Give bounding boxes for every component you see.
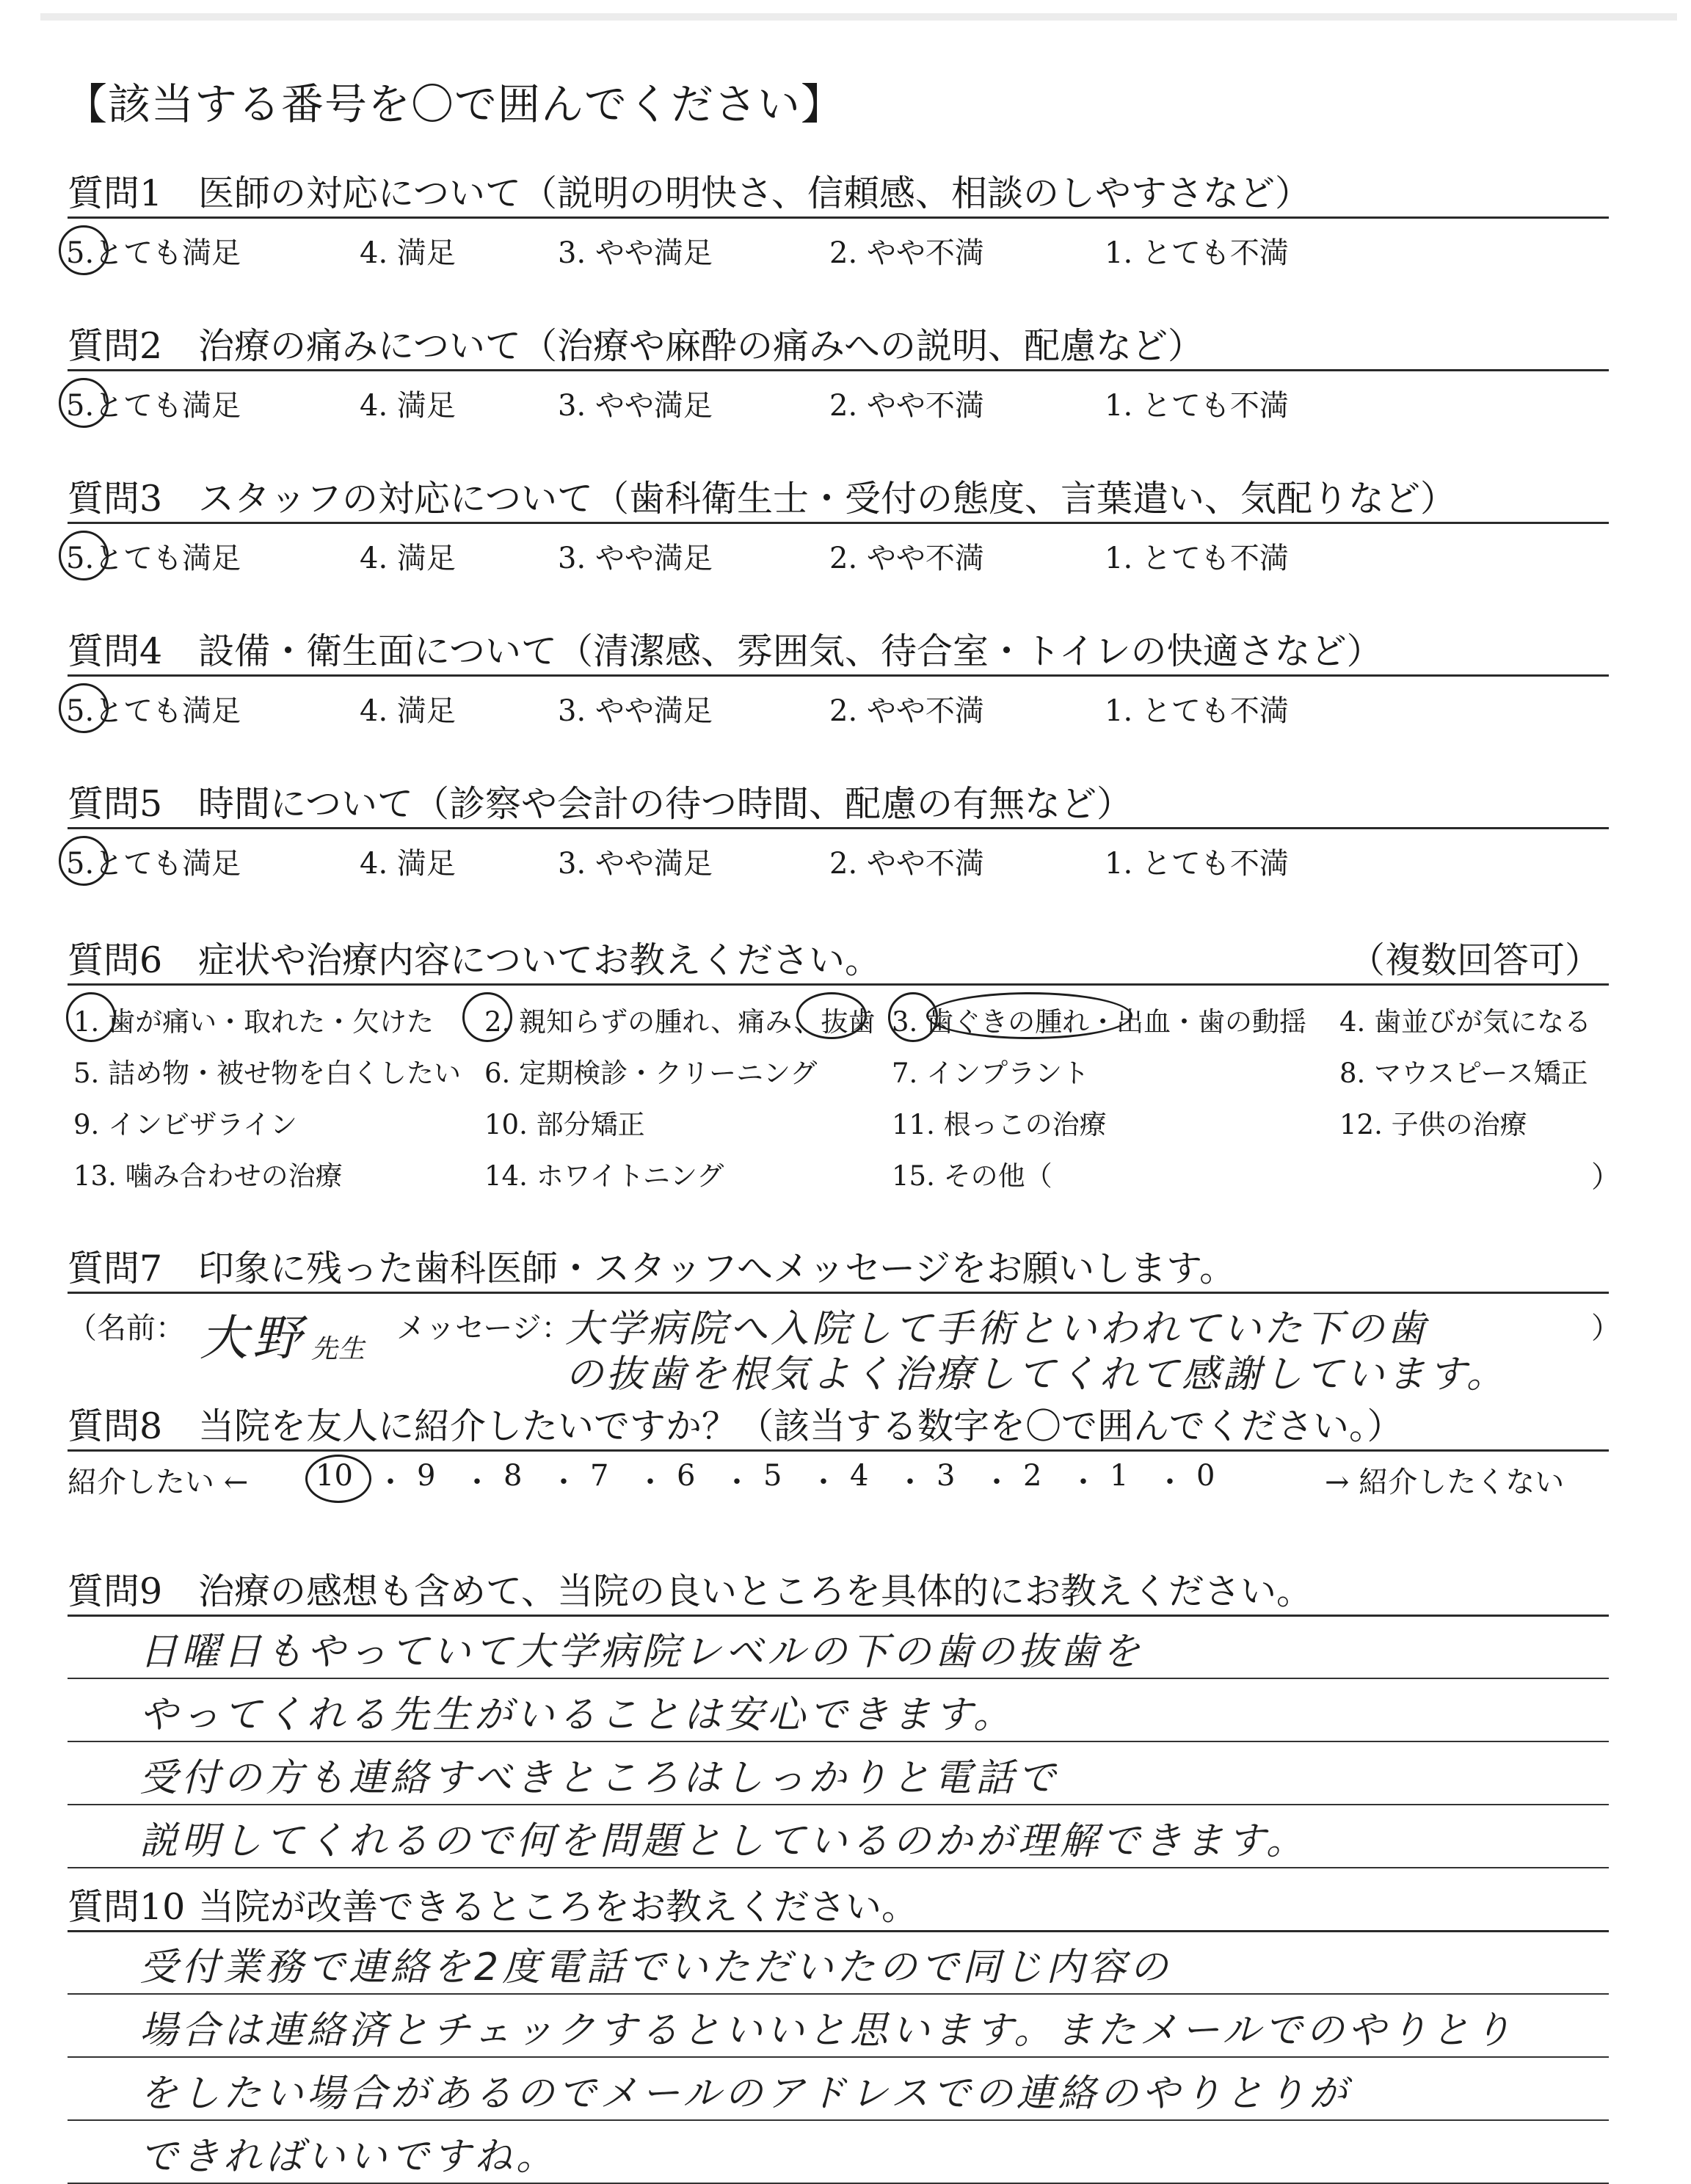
q6-option-14[interactable]: 14. ホワイトニング bbox=[484, 1160, 724, 1192]
q2-label: 質問2 bbox=[68, 325, 163, 367]
q6-note: （複数回答可） bbox=[1349, 939, 1601, 981]
q2-option-4[interactable]: 4. 満足 bbox=[360, 389, 456, 423]
q9-answer-line-4: 説明してくれるので何を問題としているのかが理解できます。 bbox=[139, 1819, 1308, 1863]
q5-option-4[interactable]: 4. 満足 bbox=[360, 847, 456, 881]
q5-option-2[interactable]: 2. やや不満 bbox=[829, 847, 984, 881]
q10-rule-0 bbox=[68, 1930, 1609, 1932]
q1-option-3[interactable]: 3. やや満足 bbox=[558, 236, 713, 270]
q6-answer-circle-gum bbox=[926, 992, 1132, 1039]
q6-answer-circle-2 bbox=[462, 992, 512, 1042]
q8-answer-circle bbox=[305, 1455, 371, 1503]
q8-score-7[interactable]: 7 bbox=[590, 1459, 609, 1493]
page-header: 【該当する番号を〇で囲んでください】 bbox=[65, 79, 845, 129]
q1-option-2[interactable]: 2. やや不満 bbox=[829, 236, 984, 270]
q8-score-10[interactable]: 10 bbox=[316, 1459, 353, 1493]
q2-rule bbox=[68, 369, 1609, 371]
q9-answer-line-3: 受付の方も連絡すべきところはしっかりと電話で bbox=[139, 1756, 1059, 1800]
q8-rule bbox=[68, 1449, 1609, 1452]
q8-separator: ・ bbox=[462, 1466, 492, 1499]
q3-label: 質問3 bbox=[68, 478, 163, 520]
q8-separator: ・ bbox=[636, 1466, 665, 1499]
q8-separator: ・ bbox=[722, 1466, 752, 1499]
scan-top-border bbox=[40, 13, 1677, 21]
q6-option-8[interactable]: 8. マウスピース矯正 bbox=[1339, 1058, 1588, 1089]
q7-name-suffix: 先生 bbox=[311, 1334, 366, 1364]
q4-option-5[interactable]: 5.とても満足 bbox=[66, 694, 241, 728]
q9-text: 治療の感想も含めて、当院の良いところを具体的にお教えください。 bbox=[198, 1570, 1313, 1612]
q10-label: 質問10 bbox=[68, 1886, 186, 1928]
q8-score-0[interactable]: 0 bbox=[1196, 1459, 1215, 1493]
q8-score-2[interactable]: 2 bbox=[1023, 1459, 1042, 1493]
q4-answer-circle bbox=[59, 683, 109, 733]
q9-rule-1 bbox=[68, 1678, 1609, 1679]
q5-option-3[interactable]: 3. やや満足 bbox=[558, 847, 713, 881]
q5-option-1[interactable]: 1. とても不満 bbox=[1105, 847, 1289, 881]
q6-rule bbox=[68, 983, 1609, 986]
q1-option-1[interactable]: 1. とても不満 bbox=[1105, 236, 1289, 270]
q2-option-3[interactable]: 3. やや満足 bbox=[558, 389, 713, 423]
q7-name-label: （名前： bbox=[68, 1311, 185, 1345]
q2-option-5[interactable]: 5.とても満足 bbox=[66, 389, 241, 423]
q8-score-3[interactable]: 3 bbox=[937, 1459, 956, 1493]
q8-score-9[interactable]: 9 bbox=[417, 1459, 436, 1493]
q4-option-2[interactable]: 2. やや不満 bbox=[829, 694, 984, 728]
q6-option-1[interactable]: 1. 歯が痛い・取れた・欠けた bbox=[73, 1006, 434, 1038]
q7-message-line-2: の抜歯を根気よく治療してくれて感謝しています。 bbox=[565, 1353, 1508, 1397]
q6-option-13[interactable]: 13. 噛み合わせの治療 bbox=[73, 1160, 343, 1192]
q6-option-11[interactable]: 11. 根っこの治療 bbox=[892, 1109, 1107, 1140]
q2-answer-circle bbox=[59, 378, 109, 428]
q6-answer-circle-1 bbox=[66, 992, 116, 1042]
q6-option-6[interactable]: 6. 定期検診・クリーニング bbox=[484, 1058, 818, 1089]
q1-option-5[interactable]: 5.とても満足 bbox=[66, 236, 241, 270]
q10-text: 当院が改善できるところをお教えください。 bbox=[198, 1886, 918, 1928]
q5-text: 時間について（診察や会計の待つ時間、配慮の有無など） bbox=[198, 783, 1133, 825]
q8-separator: ・ bbox=[809, 1466, 838, 1499]
q3-option-2[interactable]: 2. やや不満 bbox=[829, 542, 984, 575]
q3-option-1[interactable]: 1. とても不満 bbox=[1105, 542, 1289, 575]
q8-text: 当院を友人に紹介したいですか？（該当する数字を〇で囲んでください。） bbox=[198, 1405, 1403, 1447]
q6-text: 症状や治療内容についてお教えください。 bbox=[198, 939, 881, 981]
q9-label: 質問9 bbox=[68, 1570, 163, 1612]
q6-option-3[interactable]: 3. 歯ぐきの腫れ・出血・歯の動揺 bbox=[892, 1006, 1307, 1038]
q4-option-1[interactable]: 1. とても不満 bbox=[1105, 694, 1289, 728]
q8-separator: ・ bbox=[895, 1466, 925, 1499]
q8-score-6[interactable]: 6 bbox=[677, 1459, 696, 1493]
q6-option-12[interactable]: 12. 子供の治療 bbox=[1339, 1109, 1527, 1140]
q4-rule bbox=[68, 674, 1609, 677]
q10-answer-line-1: 受付業務で連絡を2度電話でいただいたので同じ内容の bbox=[139, 1945, 1172, 1990]
q6-option-5[interactable]: 5. 詰め物・被せ物を白くしたい bbox=[73, 1058, 462, 1089]
q9-rule-0 bbox=[68, 1615, 1609, 1617]
q5-label: 質問5 bbox=[68, 783, 163, 825]
q3-option-4[interactable]: 4. 満足 bbox=[360, 542, 456, 575]
q9-answer-line-2: やってくれる先生がいることは安心できます。 bbox=[139, 1693, 1015, 1737]
q6-answer-circle-extraction bbox=[796, 992, 867, 1039]
q7-message-line-1: 大学病院へ入院して手術といわれていた下の歯 bbox=[565, 1307, 1429, 1351]
q8-score-1[interactable]: 1 bbox=[1110, 1459, 1129, 1493]
q8-separator: ・ bbox=[1155, 1466, 1185, 1499]
q9-answer-line-1: 日曜日もやっていて大学病院レベルの下の歯の抜歯を bbox=[139, 1630, 1144, 1674]
q9-rule-4 bbox=[68, 1867, 1609, 1868]
q2-option-2[interactable]: 2. やや不満 bbox=[829, 389, 984, 423]
q2-text: 治療の痛みについて（治療や麻酔の痛みへの説明、配慮など） bbox=[198, 325, 1204, 367]
q7-text: 印象に残った歯科医師・スタッフへメッセージをお願いします。 bbox=[198, 1248, 1236, 1289]
q4-option-4[interactable]: 4. 満足 bbox=[360, 694, 456, 728]
q6-close-paren: ） bbox=[1591, 1160, 1621, 1194]
q10-rule-2 bbox=[68, 2056, 1609, 2058]
q10-answer-line-2: 場合は連絡済とチェックするといいと思います。またメールでのやりとり bbox=[139, 2009, 1516, 2053]
q6-option-2[interactable]: 2. 親知らずの腫れ、痛み、抜歯 bbox=[484, 1006, 876, 1038]
q6-label: 質問6 bbox=[68, 939, 163, 981]
q8-separator: ・ bbox=[1069, 1466, 1098, 1499]
q5-option-5[interactable]: 5.とても満足 bbox=[66, 847, 241, 881]
q7-name-value: 大野 bbox=[200, 1310, 305, 1366]
q9-rule-2 bbox=[68, 1741, 1609, 1742]
q1-text: 医師の対応について（説明の明快さ、信頼感、相談のしやすさなど） bbox=[198, 172, 1312, 214]
q3-text: スタッフの対応について（歯科衛生士・受付の態度、言葉遣い、気配りなど） bbox=[198, 478, 1457, 520]
q5-answer-circle bbox=[59, 836, 109, 886]
q8-separator: ・ bbox=[549, 1466, 578, 1499]
q8-score-5[interactable]: 5 bbox=[763, 1459, 782, 1493]
q6-option-10[interactable]: 10. 部分矯正 bbox=[484, 1109, 645, 1140]
q6-option-7[interactable]: 7. インプラント bbox=[892, 1058, 1090, 1089]
q8-separator: ・ bbox=[982, 1466, 1011, 1499]
q5-rule bbox=[68, 827, 1609, 829]
q1-rule bbox=[68, 216, 1609, 219]
q4-option-3[interactable]: 3. やや満足 bbox=[558, 694, 713, 728]
q1-answer-circle bbox=[59, 225, 109, 275]
q3-answer-circle bbox=[59, 531, 109, 580]
q7-close-paren: ） bbox=[1591, 1311, 1621, 1345]
q3-option-5[interactable]: 5.とても満足 bbox=[66, 542, 241, 575]
q7-label: 質問7 bbox=[68, 1248, 163, 1289]
q1-option-4[interactable]: 4. 満足 bbox=[360, 236, 456, 270]
q2-option-1[interactable]: 1. とても不満 bbox=[1105, 389, 1289, 423]
q8-label: 質問8 bbox=[68, 1405, 163, 1447]
q8-left-label: 紹介したい ← bbox=[68, 1466, 249, 1499]
q1-label: 質問1 bbox=[68, 172, 163, 214]
q10-rule-1 bbox=[68, 1993, 1609, 1995]
q6-option-4[interactable]: 4. 歯並びが気になる bbox=[1339, 1006, 1592, 1038]
q10-rule-3 bbox=[68, 2119, 1609, 2121]
q4-text: 設備・衛生面について（清潔感、雰囲気、待合室・トイレの快適さなど） bbox=[198, 630, 1383, 672]
q7-rule bbox=[68, 1292, 1609, 1294]
q9-rule-3 bbox=[68, 1804, 1609, 1805]
q6-option-15[interactable]: 15. その他（ bbox=[892, 1160, 1052, 1192]
q6-option-9[interactable]: 9. インビザライン bbox=[73, 1109, 297, 1140]
q8-score-4[interactable]: 4 bbox=[850, 1459, 869, 1493]
q8-right-label: → 紹介したくない bbox=[1325, 1466, 1565, 1499]
q10-answer-line-3: をしたい場合があるのでメールのアドレスでの連絡のやりとりが bbox=[139, 2072, 1351, 2116]
q3-rule bbox=[68, 522, 1609, 524]
q3-option-3[interactable]: 3. やや満足 bbox=[558, 542, 713, 575]
q8-separator: ・ bbox=[376, 1466, 405, 1499]
q10-answer-line-4: できればいいですね。 bbox=[139, 2135, 559, 2179]
q4-label: 質問4 bbox=[68, 630, 163, 672]
q8-score-8[interactable]: 8 bbox=[503, 1459, 523, 1493]
q7-message-label: メッセージ： bbox=[396, 1311, 571, 1345]
